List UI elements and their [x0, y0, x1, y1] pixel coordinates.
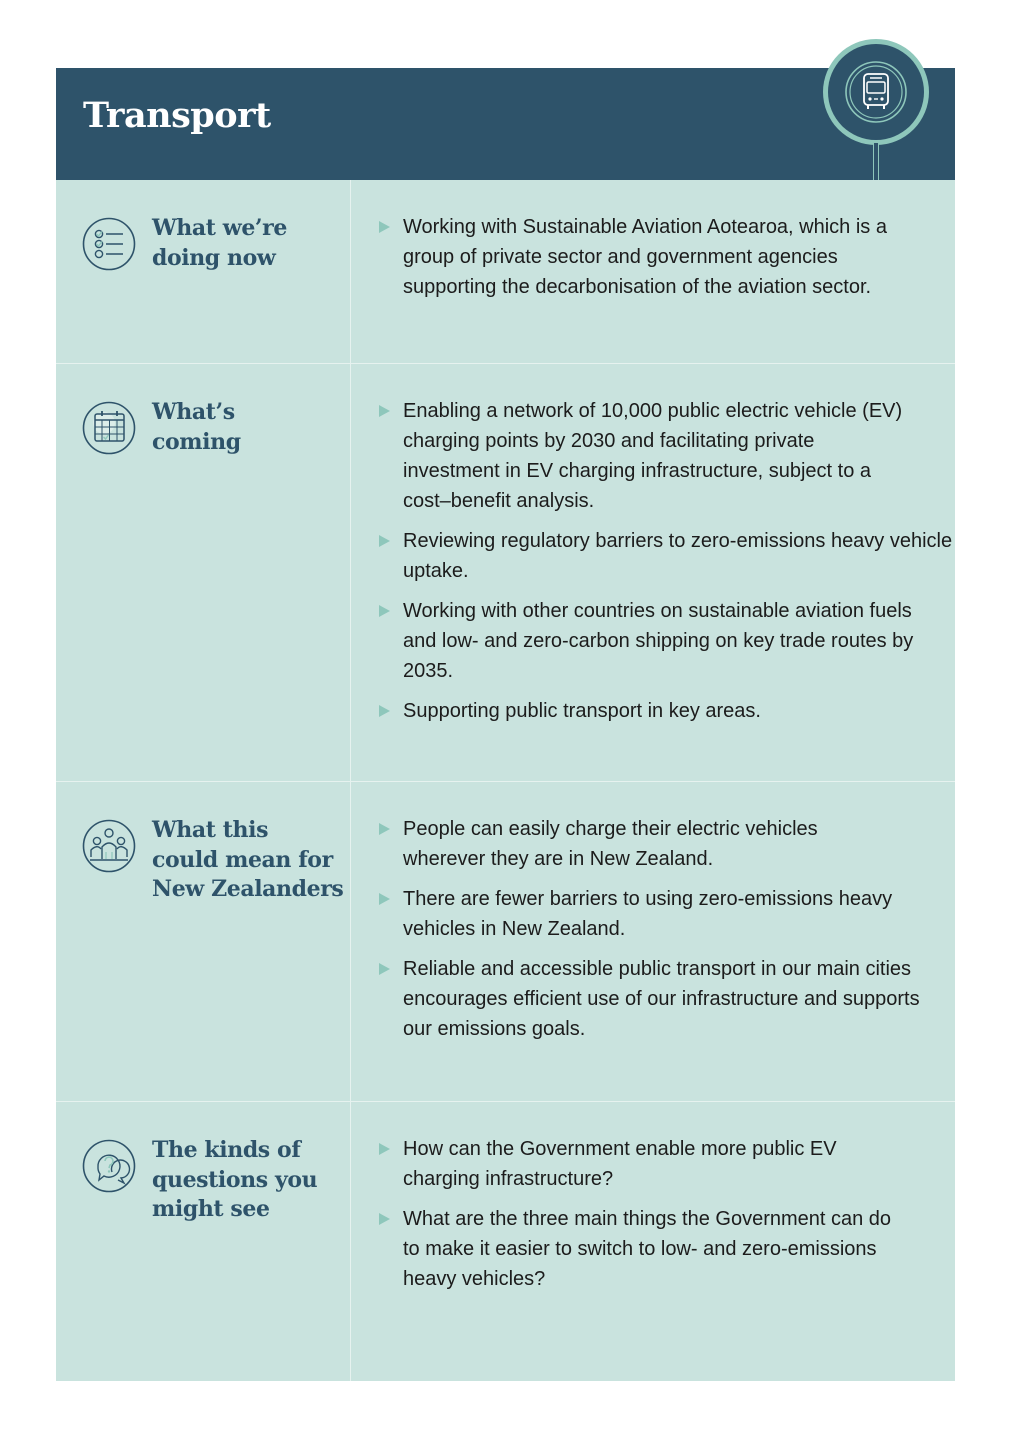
bullet-arrow-icon: [379, 823, 390, 835]
section-doing-now: [56, 180, 955, 363]
section-questions: [56, 1101, 955, 1381]
bullet-arrow-icon: [379, 1213, 390, 1225]
bullet-arrow-icon: [379, 405, 390, 417]
section-label-cell: [56, 180, 351, 363]
list-item: Working with Sustainable Aviation Aotearoa, which is a group of private sector and government agencies supporting the decarbonisation of the aviation sector.: [377, 212, 923, 302]
bus-icon: [823, 39, 929, 145]
list-item: Reviewing regulatory barriers to zero-emissions heavy vehicle uptake.: [377, 526, 963, 586]
bullet-arrow-icon: [379, 605, 390, 617]
section-heading: What we’re doing now: [152, 215, 287, 271]
section-whats-coming: [56, 363, 955, 782]
list-item: Reliable and accessible public transport in our main cities encourages efficient use of our infrastructure and supports our emissions goals.: [377, 954, 923, 1044]
section-what-this-means: [56, 781, 955, 1102]
section-heading: What’s coming: [152, 399, 241, 455]
transport-card: [56, 68, 955, 1380]
bullet-arrow-icon: [379, 221, 390, 233]
bus-badge: [823, 39, 929, 145]
section-heading: What this could mean for New Zealanders: [152, 817, 344, 902]
bullet-list: [377, 396, 953, 736]
list-item: How can the Government enable more public EV charging infrastructure?: [377, 1134, 873, 1194]
question-speech-icon: [82, 1139, 136, 1193]
bullet-list: [377, 212, 937, 312]
bullet-list: [377, 1134, 937, 1304]
list-item: People can easily charge their electric vehicles wherever they are in New Zealand.: [377, 814, 883, 874]
calendar-icon: [82, 401, 136, 455]
list-item: Working with other countries on sustainable aviation fuels and low- and zero-carbon shipping on key trade routes by 2035.: [377, 596, 933, 686]
section-label-cell: [56, 782, 351, 1102]
section-label-cell: [56, 364, 351, 782]
bullet-arrow-icon: [379, 893, 390, 905]
people-group-icon: [82, 819, 136, 873]
checklist-icon: [82, 217, 136, 271]
bullet-arrow-icon: [379, 1143, 390, 1155]
list-item: Supporting public transport in key areas.: [377, 696, 933, 726]
section-label-cell: [56, 1102, 351, 1381]
bullet-list: [377, 814, 937, 1054]
header-bar: [56, 68, 955, 180]
badge-stem: [873, 143, 879, 181]
page-title: Transport: [83, 95, 271, 136]
bullet-arrow-icon: [379, 705, 390, 717]
bullet-arrow-icon: [379, 535, 390, 547]
list-item: What are the three main things the Government can do to make it easier to switch to low- and zero-emissions heavy vehicles?: [377, 1204, 893, 1294]
bullet-arrow-icon: [379, 963, 390, 975]
section-heading: The kinds of questions you might see: [152, 1137, 318, 1222]
list-item: Enabling a network of 10,000 public electric vehicle (EV) charging points by 2030 and facilitating private investment in EV charging infrastructure, subject to a cost–benefit analysis.: [377, 396, 913, 516]
list-item: There are fewer barriers to using zero-emissions heavy vehicles in New Zealand.: [377, 884, 903, 944]
